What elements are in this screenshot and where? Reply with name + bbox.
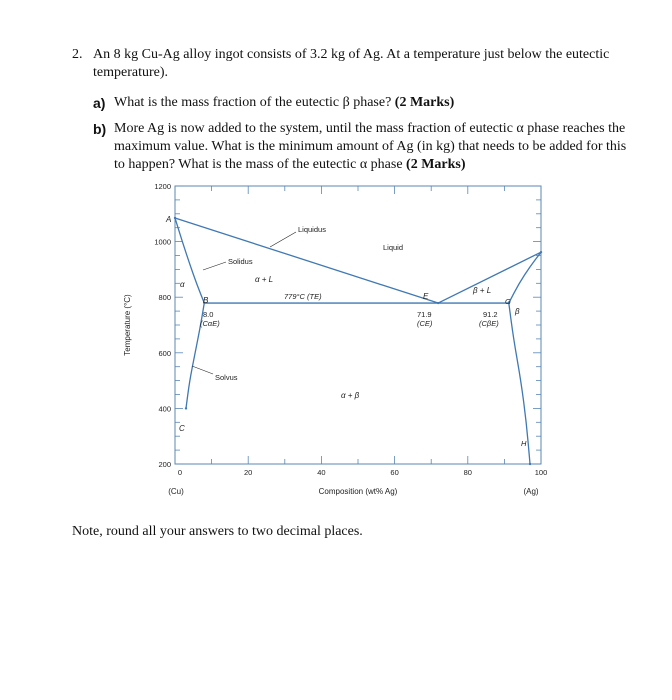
y-tick-label: 600 (158, 348, 171, 358)
label-solvus: Solvus (215, 373, 238, 382)
part-a-marks: (2 Marks) (394, 95, 455, 110)
label-liquidus: Liquidus (298, 225, 326, 234)
y-axis-label: Temperature (°C) (123, 294, 132, 356)
label-G: G (505, 297, 511, 306)
y-tick-label: 200 (158, 460, 171, 469)
phase-boundary-line (509, 303, 530, 464)
c-e-label: (CE) (417, 319, 433, 328)
label-liquid: Liquid (383, 243, 404, 252)
part-a-label: a) (93, 95, 106, 111)
label-E: E (423, 292, 429, 301)
x-tick-label: 40 (317, 468, 326, 477)
label-H: H (521, 439, 527, 448)
tick-labels (154, 182, 547, 477)
x-tick-label: 0 (177, 468, 183, 477)
liquidus-pointer (270, 232, 296, 247)
x-tick-label: 100 (534, 468, 548, 477)
label-eutectic-temp: 779°C (TE) (284, 292, 322, 301)
y-tick-label: 1200 (154, 182, 171, 191)
c-alpha-e-label: (CαE) (200, 319, 220, 328)
question-number: 2. (72, 47, 83, 62)
label-C: C (179, 424, 185, 433)
label-alpha: α (180, 280, 185, 289)
point-H (529, 463, 531, 465)
x-tick-label: 80 (463, 468, 472, 477)
question-stem: An 8 kg Cu-Ag alloy ingot consists of 3.2 kg of Ag. At a temperature just below the eutectic temperature). (93, 47, 610, 80)
x-axis-label: Composition (wt% Ag) (318, 487, 398, 496)
note-text: Note, round all your answers to two decimal places. (72, 524, 363, 539)
phase-boundaries (174, 217, 542, 465)
solidus-pointer (203, 262, 226, 270)
phase-boundary-line (438, 252, 541, 303)
x-left-endpoint-label: (Cu) (168, 487, 184, 496)
label-beta-liquid: β + L (473, 286, 492, 295)
label-alpha-liquid: α + L (255, 275, 274, 284)
x-tick-label: 20 (244, 468, 253, 477)
phase-boundary-line (175, 218, 204, 303)
label-A: A (166, 215, 172, 224)
c-alpha-e-value: 8.0 (203, 310, 214, 319)
label-beta: β (515, 307, 520, 316)
x-right-endpoint-label: (Ag) (523, 487, 539, 496)
label-alpha-beta: α + β (341, 391, 360, 400)
x-tick-label: 60 (390, 468, 399, 477)
y-tick-label: 400 (158, 404, 171, 414)
part-a-text: What is the mass fraction of the eutectic β phase? (114, 95, 392, 110)
c-beta-e-value: 91.2 (483, 310, 498, 319)
label-solidus: Solidus (228, 257, 253, 266)
c-e-value: 71.9 (417, 310, 432, 319)
c-beta-e-label: (CβE) (479, 319, 499, 328)
part-b-text: More Ag is now added to the system, until the mass fraction of eutectic α phase reaches the maximum value. What is the minimum amount of Ag (in kg) that needs to be added for this to happen? What is the mass of the eutectic α phase (114, 121, 627, 172)
label-B: B (203, 296, 209, 305)
y-tick-label: 1000 (154, 237, 171, 247)
part-b-label: b) (93, 121, 107, 137)
point-A (174, 217, 176, 219)
point-G (540, 251, 542, 253)
y-tick-label: 800 (158, 293, 171, 303)
part-b-marks: (2 Marks) (406, 157, 466, 172)
solvus-pointer (192, 366, 213, 374)
point-E (437, 302, 439, 304)
point-C (185, 407, 187, 409)
